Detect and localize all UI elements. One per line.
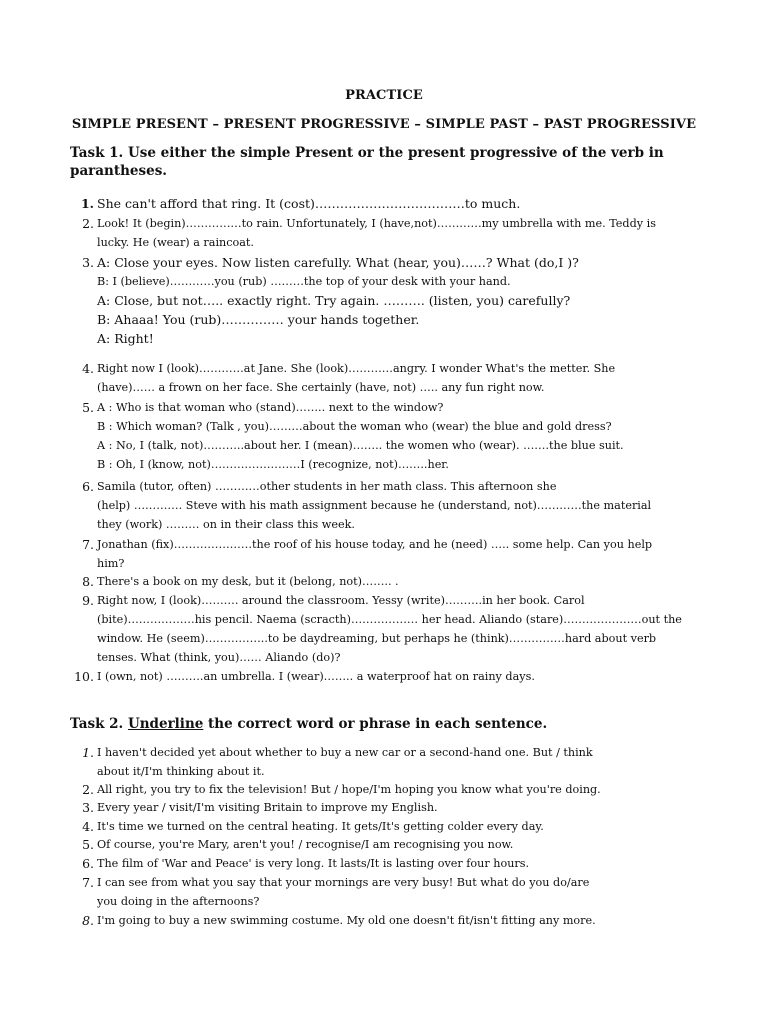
- item-number: 3.: [82, 800, 94, 815]
- item-number: 8.: [82, 913, 94, 928]
- item-number: 6.: [82, 479, 94, 494]
- item-text: The film of 'War and Peace' is very long. It lasts/It is lasting over four hours.: [97, 857, 530, 870]
- item-number: 9.: [82, 593, 94, 608]
- item-text: Every year / visit/I'm visiting Britain to improve my English.: [97, 801, 438, 814]
- item-number: 2.: [82, 782, 94, 797]
- item-number: 10.: [74, 669, 94, 684]
- item-text: Samila (tutor, often) …………other students in her math class. This afternoon she (help) …………. Steve with his math assignment because he (understand, not)…………the material they (work) ……… on in their class this week.: [97, 480, 652, 531]
- item-number: 1.: [82, 745, 94, 760]
- item-text: Right now, I (look)………. around the classroom. Yessy (write)……….in her book. Carol (bite)………………his pencil. Naema (scracth)……………… her head. Aliando (stare)…………………out the window. He (seem)……………..to be daydreaming, but perhaps he (think)……………hard about verb tenses. What (think, you)…… Aliando (do)?: [97, 594, 682, 664]
- item-text: She can't afford that ring. It (cost)………………………………to much.: [97, 196, 521, 211]
- item-number: 2.: [82, 216, 94, 231]
- item-text: I haven't decided yet about whether to buy a new car or a second-hand one. But / think about it/I'm thinking about it.: [97, 746, 593, 778]
- item-number: 7.: [82, 875, 94, 890]
- item-number: 8.: [82, 574, 94, 589]
- task2-heading: Task 2. Underline the correct word or phrase in each sentence.: [70, 716, 548, 732]
- item-number: 4.: [82, 361, 94, 376]
- page-subtitle: SIMPLE PRESENT – PRESENT PROGRESSIVE – SIMPLE PAST – PAST PROGRESSIVE: [71, 117, 697, 132]
- item-text: Of course, you're Mary, aren't you! / recognise/I am recognising you now.: [97, 838, 514, 851]
- item-text: A: Close your eyes. Now listen carefully. What (hear, you)……? What (do,I )? B: I (believe)…………you (rub) ………the top of your desk with your hand. A: Close, but not….. exactly right. Try again. ………. (listen, you) carefully? B: Ahaaa! You (rub)…………… your hands together. A: Right!: [97, 255, 579, 346]
- page-title: PRACTICE: [345, 88, 423, 103]
- item-number: 3.: [82, 255, 94, 270]
- item-text: Jonathan (fix)…………………the roof of his house today, and he (need) ….. some help. Can you help him?: [97, 538, 653, 570]
- item-text: I can see from what you say that your mornings are very busy! But what do you do/are you doing in the afternoons?: [97, 876, 590, 908]
- item-text: Right now I (look)…………at Jane. She (look)…………angry. I wonder What's the metter. She (have)…… a frown on her face. She certainly (have, not) ….. any fun right now.: [97, 362, 616, 394]
- item-number: 5.: [82, 837, 94, 852]
- item-number: 6.: [82, 856, 94, 871]
- item-text: A : Who is that woman who (stand)…….. next to the window? B : Which woman? (Talk , you)………about the woman who (wear) the blue and gold dress? A : No, I (talk, not)………..about her. I (mean)…….. the women who (wear). …….the blue suit. B : Oh, I (know, not)……………………I (recognize, not)……..her.: [97, 401, 624, 471]
- item-number: 7.: [82, 537, 94, 552]
- item-text: It's time we turned on the central heating. It gets/It's getting colder every day.: [97, 820, 544, 833]
- item-text: Look! It (begin)……………to rain. Unfortunately, I (have,not)…………my umbrella with me. Teddy is lucky. He (wear) a raincoat.: [97, 217, 656, 249]
- item-text: I (own, not) ……….an umbrella. I (wear)…….. a waterproof hat on rainy days.: [97, 670, 535, 683]
- item-number: 4.: [82, 819, 94, 834]
- underline-keyword: Underline: [127, 716, 204, 732]
- item-number: 5.: [82, 400, 94, 415]
- item-text: I'm going to buy a new swimming costume. My old one doesn't fit/isn't fitting any more.: [97, 914, 596, 927]
- item-text: All right, you try to fix the television! But / hope/I'm hoping you know what you're doing.: [97, 783, 601, 796]
- item-text: There's a book on my desk, but it (belong, not)…….. .: [97, 575, 399, 588]
- item-number: 1.: [80, 196, 94, 211]
- task1-heading: Task 1. Use either the simple Present or the present progressive of the verb in parantheses.: [70, 145, 664, 179]
